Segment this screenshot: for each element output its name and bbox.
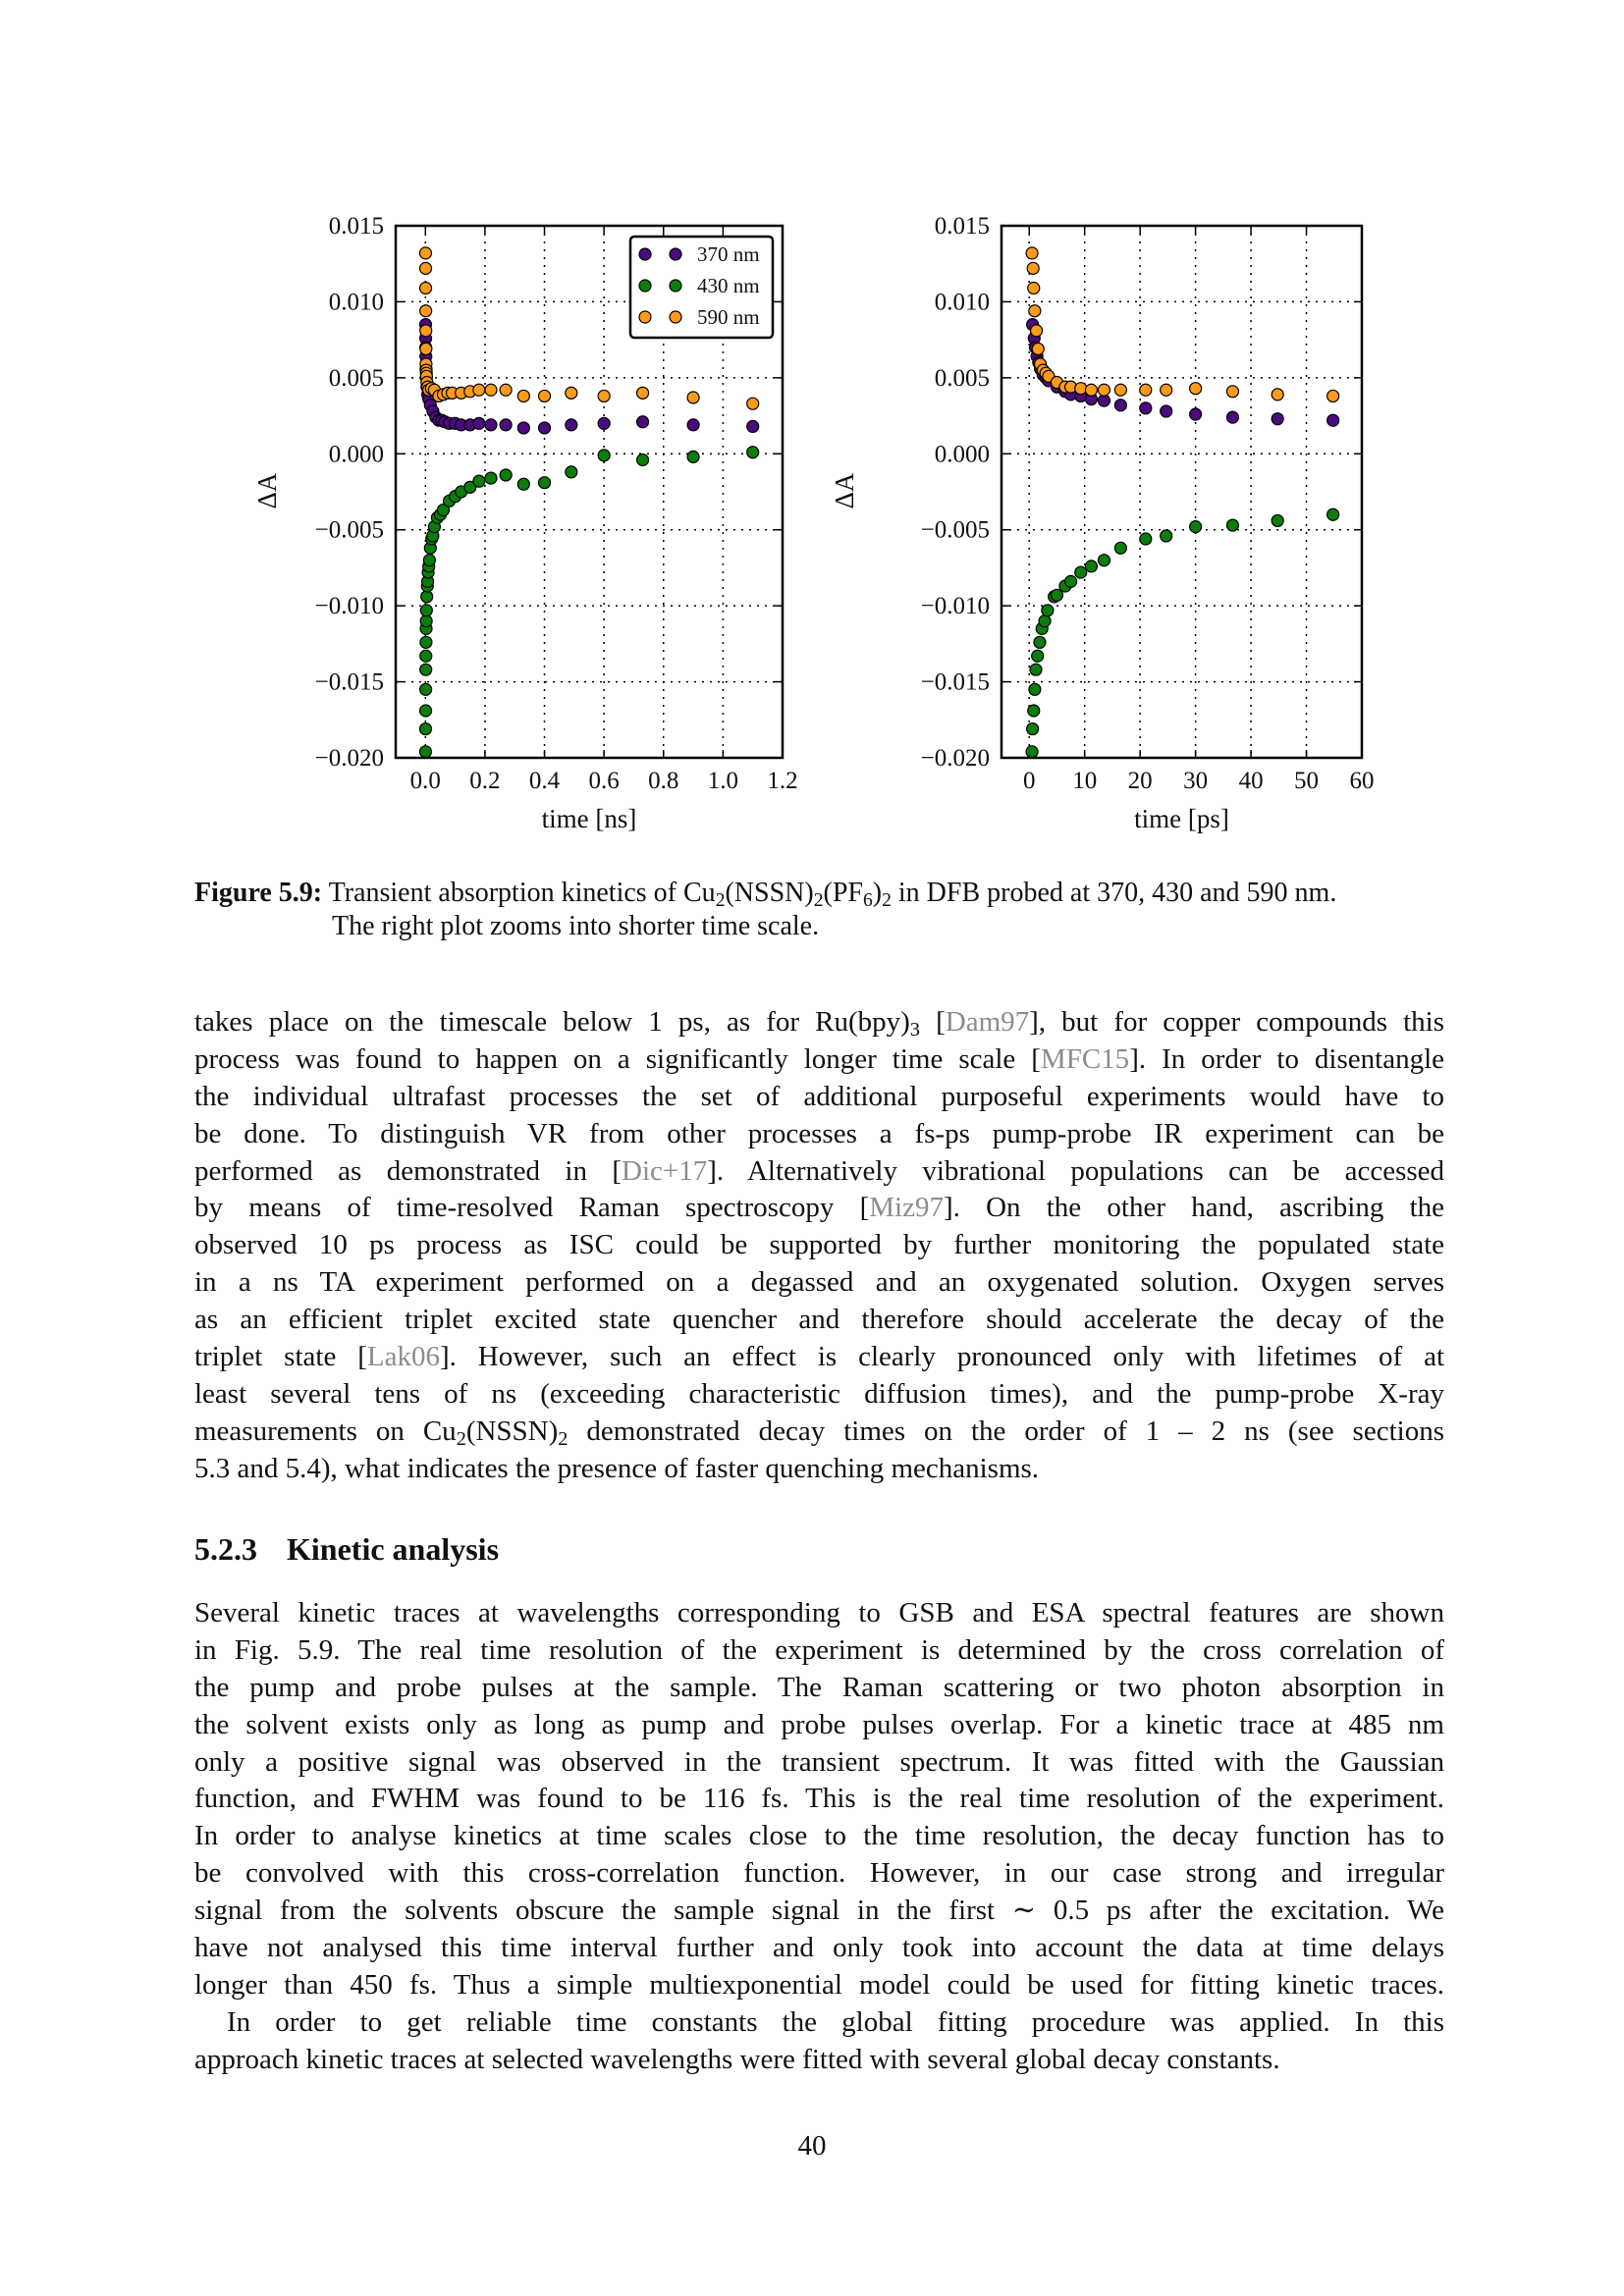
data-point-590-nm bbox=[1114, 384, 1126, 396]
data-point-430-nm bbox=[473, 475, 485, 487]
text-run: observed 10 ps process as ISC could be supported by further monitoring the populated state bbox=[194, 1229, 1444, 1261]
x-tick-label: 0 bbox=[1022, 768, 1036, 794]
text-run: 5.3 and 5.4), what indicates the presence of faster quenching mechanisms. bbox=[194, 1452, 1040, 1484]
text-line bbox=[194, 1153, 1444, 1191]
data-point-370-nm bbox=[517, 422, 529, 434]
data-point-370-nm bbox=[473, 417, 485, 429]
data-point-370-nm bbox=[485, 419, 497, 431]
data-point-370-nm bbox=[637, 416, 649, 428]
data-point-430-nm bbox=[1026, 746, 1038, 758]
caption-line-1 bbox=[194, 877, 1446, 910]
text-run: ]. Alternatively vibrational populations can be accessed bbox=[707, 1154, 1445, 1187]
data-point-430-nm bbox=[1075, 566, 1087, 578]
data-point-590-nm bbox=[1026, 247, 1038, 259]
text-run: performed as demonstrated in [ bbox=[194, 1154, 623, 1187]
text-line bbox=[194, 1855, 1444, 1893]
data-point-590-nm bbox=[1029, 305, 1041, 317]
data-point-590-nm bbox=[1161, 384, 1172, 396]
text-run: ]. In order to disentangle bbox=[1129, 1042, 1444, 1075]
text-run: the individual ultrafast processes the set of additional purposeful experiments would have to bbox=[194, 1080, 1444, 1112]
section-title: Kinetic analysis bbox=[287, 1531, 500, 1567]
y-tick-label: 0.015 bbox=[328, 213, 384, 240]
data-point-590-nm bbox=[500, 384, 512, 396]
section-number: 5.2.3 bbox=[194, 1531, 257, 1567]
y-axis-label: ΔA bbox=[252, 472, 282, 509]
text-line bbox=[194, 1967, 1444, 2004]
data-point-430-nm bbox=[1161, 530, 1172, 542]
subscript: 2 bbox=[456, 1427, 466, 1450]
data-point-430-nm bbox=[1034, 636, 1046, 648]
page-number: 40 bbox=[797, 2130, 827, 2162]
data-point-430-nm bbox=[420, 683, 432, 695]
legend-marker bbox=[670, 248, 681, 260]
data-point-430-nm bbox=[1051, 589, 1062, 601]
data-point-430-nm bbox=[1140, 533, 1152, 545]
data-point-370-nm bbox=[539, 422, 551, 434]
y-tick-label: −0.005 bbox=[920, 516, 990, 544]
data-point-430-nm bbox=[1039, 615, 1051, 627]
data-point-370-nm bbox=[1114, 400, 1126, 411]
text-run: In order to analyse kinetics at time scales close to the time resolution, the decay function has to bbox=[194, 1820, 1444, 1852]
text-run: as an efficient triplet excited state quencher and therefore should accelerate the decay of the bbox=[194, 1304, 1444, 1336]
text-run: signal from the solvents obscure the sample signal in the first ∼ 0.5 ps after the excitation. We bbox=[194, 1895, 1444, 1927]
citation-link[interactable]: Miz97 bbox=[869, 1192, 944, 1224]
data-point-430-nm bbox=[1085, 561, 1097, 572]
text-run: (PF bbox=[823, 878, 863, 908]
text-run: by means of time-resolved Raman spectroscopy [ bbox=[194, 1192, 870, 1224]
section-heading bbox=[194, 1531, 499, 1568]
data-point-590-nm bbox=[1027, 262, 1039, 274]
y-tick-label: −0.020 bbox=[920, 745, 990, 772]
x-tick-label: 0.8 bbox=[648, 768, 679, 794]
data-point-590-nm bbox=[420, 282, 432, 294]
text-line bbox=[194, 1632, 1444, 1670]
paragraph-2 bbox=[194, 1595, 1444, 2079]
data-point-370-nm bbox=[1190, 408, 1202, 420]
data-point-590-nm bbox=[637, 387, 649, 399]
text-line bbox=[194, 1376, 1444, 1414]
legend-marker bbox=[670, 311, 681, 323]
data-point-590-nm bbox=[473, 384, 485, 396]
data-point-430-nm bbox=[1327, 508, 1339, 520]
text-line bbox=[194, 1930, 1444, 1967]
subscript: 2 bbox=[558, 1427, 568, 1450]
text-line bbox=[194, 1595, 1444, 1632]
data-point-430-nm bbox=[500, 469, 512, 481]
data-point-590-nm bbox=[485, 384, 497, 396]
y-tick-label: −0.010 bbox=[314, 593, 384, 620]
data-point-590-nm bbox=[419, 247, 431, 259]
text-run: be convolved with this cross-correlation function. However, in our case strong and irregular bbox=[194, 1857, 1444, 1890]
text-run: measurements on Cu bbox=[194, 1415, 457, 1447]
text-run: In order to get reliable time constants the global fitting procedure was applied. In this bbox=[227, 2005, 1444, 2038]
citation-link[interactable]: Dam97 bbox=[945, 1006, 1030, 1038]
legend-label: 370 nm bbox=[697, 242, 760, 266]
x-tick-label: 40 bbox=[1238, 768, 1264, 794]
data-point-590-nm bbox=[1327, 390, 1339, 401]
x-tick-label: 1.0 bbox=[707, 768, 739, 794]
data-point-590-nm bbox=[747, 398, 759, 409]
text-run: Transient absorption kinetics of Cu bbox=[322, 878, 716, 908]
text-run: ) bbox=[872, 878, 883, 908]
data-point-430-nm bbox=[1190, 521, 1202, 533]
chart-ns bbox=[252, 213, 798, 833]
text-line bbox=[194, 1781, 1444, 1818]
x-tick-label: 0.6 bbox=[588, 768, 620, 794]
data-point-370-nm bbox=[500, 419, 512, 431]
data-point-430-nm bbox=[1114, 542, 1126, 554]
text-line bbox=[194, 1302, 1444, 1339]
legend-marker bbox=[670, 280, 681, 292]
y-tick-label: 0.010 bbox=[328, 289, 384, 316]
data-point-430-nm bbox=[566, 466, 577, 478]
text-run: the pump and probe pulses at the sample. The Raman scattering or two photon absorption in bbox=[194, 1671, 1444, 1703]
text-line bbox=[194, 1264, 1444, 1302]
data-point-370-nm bbox=[598, 417, 610, 429]
text-line bbox=[194, 1079, 1444, 1116]
data-point-430-nm bbox=[747, 447, 759, 458]
text-run: be done. To distinguish VR from other processes a fs-ps pump-probe IR experiment can be bbox=[194, 1117, 1444, 1149]
text-line bbox=[194, 1670, 1444, 1707]
text-run: in DFB probed at 370, 430 and 590 nm. bbox=[891, 878, 1337, 908]
y-tick-label: −0.015 bbox=[314, 668, 384, 696]
text-run: The right plot zooms into shorter time scale. bbox=[332, 911, 820, 941]
data-point-370-nm bbox=[1272, 413, 1283, 425]
data-point-370-nm bbox=[747, 420, 759, 432]
citation-link[interactable]: MFC15 bbox=[1040, 1042, 1130, 1075]
text-run: have not analysed this time interval further and only took into account the data at time delays bbox=[194, 1932, 1444, 1964]
data-point-430-nm bbox=[485, 472, 497, 484]
text-line bbox=[194, 1339, 1444, 1376]
data-point-370-nm bbox=[1098, 395, 1110, 406]
data-point-430-nm bbox=[598, 450, 610, 461]
data-point-590-nm bbox=[1190, 383, 1202, 395]
x-tick-label: 50 bbox=[1294, 768, 1320, 794]
text-run: [ bbox=[919, 1006, 946, 1038]
caption-label: Figure 5.9: bbox=[194, 878, 323, 908]
x-tick-label: 30 bbox=[1183, 768, 1209, 794]
data-point-370-nm bbox=[566, 419, 577, 431]
data-point-430-nm bbox=[1226, 519, 1238, 531]
y-tick-label: 0.015 bbox=[934, 213, 990, 240]
text-run: Several kinetic traces at wavelengths corresponding to GSB and ESA spectral features are shown bbox=[194, 1597, 1444, 1629]
paragraph-1 bbox=[194, 1004, 1444, 1488]
data-point-370-nm bbox=[1140, 402, 1152, 414]
data-point-430-nm bbox=[420, 650, 432, 662]
text-run: least several tens of ns (exceeding characteristic diffusion times), and the pump-probe X-ray bbox=[194, 1377, 1444, 1410]
figure-caption bbox=[194, 877, 1446, 943]
text-line bbox=[194, 1414, 1444, 1451]
data-point-430-nm bbox=[1029, 683, 1041, 695]
data-point-430-nm bbox=[423, 555, 435, 566]
data-point-590-nm bbox=[420, 325, 432, 337]
y-tick-label: −0.015 bbox=[920, 668, 990, 696]
data-point-590-nm bbox=[420, 305, 432, 317]
text-line bbox=[194, 1004, 1444, 1041]
x-tick-label: 10 bbox=[1072, 768, 1098, 794]
data-point-430-nm bbox=[1027, 723, 1039, 735]
data-point-370-nm bbox=[1327, 414, 1339, 426]
data-point-370-nm bbox=[687, 419, 699, 431]
text-run: triplet state [ bbox=[194, 1341, 367, 1373]
data-point-590-nm bbox=[1272, 389, 1283, 400]
text-run: (NSSN) bbox=[725, 878, 814, 908]
legend-label: 590 nm bbox=[697, 305, 760, 329]
x-tick-label: 0.0 bbox=[409, 768, 441, 794]
x-tick-label: 60 bbox=[1349, 768, 1375, 794]
data-point-590-nm bbox=[539, 390, 551, 401]
x-tick-label: 0.4 bbox=[528, 768, 561, 794]
text-run: only a positive signal was observed in the transient spectrum. It was fitted with the Gaussian bbox=[194, 1745, 1444, 1778]
data-point-590-nm bbox=[1075, 383, 1087, 395]
data-point-430-nm bbox=[1272, 514, 1283, 526]
citation-link[interactable]: Dic+17 bbox=[622, 1154, 708, 1187]
y-tick-label: 0.005 bbox=[328, 364, 384, 392]
figure-5-9 bbox=[0, 0, 1624, 864]
data-point-590-nm bbox=[420, 343, 432, 354]
text-run: takes place on the timescale below 1 ps, as for Ru(bpy) bbox=[194, 1006, 910, 1038]
text-run: in a ns TA experiment performed on a degassed and an oxygenated solution. Oxygen serves bbox=[194, 1266, 1444, 1299]
data-point-430-nm bbox=[419, 723, 431, 735]
legend bbox=[630, 237, 773, 338]
chart-ps bbox=[830, 213, 1375, 833]
data-point-590-nm bbox=[1085, 384, 1097, 396]
text-line bbox=[194, 1893, 1444, 1930]
text-run: approach kinetic traces at selected wavelengths were fitted with several global decay constants. bbox=[194, 2043, 1280, 2075]
text-run: ]. However, such an effect is clearly pronounced only with lifetimes of at bbox=[439, 1341, 1445, 1373]
plot-frame bbox=[1001, 226, 1362, 758]
x-tick-label: 0.2 bbox=[469, 768, 501, 794]
y-tick-label: −0.010 bbox=[920, 593, 990, 620]
y-axis-label: ΔA bbox=[830, 472, 859, 509]
data-point-590-nm bbox=[1032, 343, 1044, 354]
data-point-430-nm bbox=[539, 477, 551, 489]
y-tick-label: 0.005 bbox=[934, 364, 990, 392]
subscript: 2 bbox=[715, 889, 726, 911]
y-tick-label: 0.000 bbox=[328, 441, 384, 468]
legend-marker bbox=[639, 280, 651, 292]
text-run: ], but for copper compounds this bbox=[1029, 1006, 1444, 1038]
x-axis-label: time [ps] bbox=[1134, 804, 1229, 833]
text-run: (NSSN) bbox=[465, 1415, 559, 1447]
text-line bbox=[194, 1227, 1444, 1264]
y-tick-label: −0.020 bbox=[314, 745, 384, 772]
data-point-370-nm bbox=[1161, 405, 1172, 417]
data-point-590-nm bbox=[517, 390, 529, 401]
x-tick-label: 20 bbox=[1127, 768, 1153, 794]
text-line bbox=[194, 2004, 1444, 2042]
data-point-590-nm bbox=[1098, 384, 1110, 396]
data-point-590-nm bbox=[1226, 386, 1238, 398]
data-point-430-nm bbox=[1098, 555, 1110, 566]
data-point-430-nm bbox=[517, 478, 529, 490]
subscript: 2 bbox=[882, 889, 892, 911]
text-run: process was found to happen on a significantly longer time scale [ bbox=[194, 1042, 1041, 1075]
text-line bbox=[194, 1451, 1444, 1488]
legend-marker bbox=[639, 311, 651, 323]
data-point-590-nm bbox=[566, 387, 577, 399]
x-tick-label: 1.2 bbox=[767, 768, 798, 794]
data-point-430-nm bbox=[1032, 650, 1044, 662]
x-axis-label: time [ns] bbox=[541, 804, 637, 833]
data-point-430-nm bbox=[1065, 575, 1077, 587]
data-point-430-nm bbox=[420, 615, 432, 627]
text-line bbox=[194, 1041, 1444, 1079]
data-point-430-nm bbox=[1042, 605, 1054, 616]
text-run: function, and FWHM was found to be 116 fs. This is the real time resolution of the experiment. bbox=[194, 1783, 1444, 1815]
citation-link[interactable]: Lak06 bbox=[366, 1341, 440, 1373]
text-line bbox=[194, 1707, 1444, 1744]
data-point-430-nm bbox=[419, 746, 431, 758]
y-tick-label: 0.000 bbox=[934, 441, 990, 468]
data-point-370-nm bbox=[1226, 411, 1238, 423]
subscript: 2 bbox=[813, 889, 824, 911]
data-point-590-nm bbox=[420, 262, 432, 274]
text-line bbox=[194, 1116, 1444, 1153]
data-point-590-nm bbox=[1031, 325, 1043, 337]
y-tick-label: −0.005 bbox=[314, 516, 384, 544]
legend-marker bbox=[639, 248, 651, 260]
data-point-430-nm bbox=[421, 591, 433, 603]
text-run: in Fig. 5.9. The real time resolution of the experiment is determined by the cross correlation of bbox=[194, 1633, 1444, 1666]
data-point-590-nm bbox=[598, 390, 610, 401]
text-run: longer than 450 fs. Thus a simple multiexponential model could be used for fitting kinetic traces. bbox=[194, 1968, 1444, 2001]
data-point-590-nm bbox=[687, 392, 699, 403]
data-point-430-nm bbox=[420, 605, 432, 616]
legend-label: 430 nm bbox=[697, 274, 760, 297]
caption-text bbox=[322, 878, 1337, 911]
subscript: 3 bbox=[909, 1019, 920, 1041]
data-point-430-nm bbox=[1028, 705, 1040, 717]
caption-line-2 bbox=[194, 910, 1446, 943]
data-point-430-nm bbox=[687, 451, 699, 462]
text-run: demonstrated decay times on the order of 1 – 2 ns (see sections bbox=[568, 1415, 1444, 1447]
text-line bbox=[194, 1818, 1444, 1855]
text-line bbox=[194, 2042, 1444, 2079]
subscript: 6 bbox=[862, 889, 873, 911]
data-point-590-nm bbox=[1140, 384, 1152, 396]
y-tick-label: 0.010 bbox=[934, 289, 990, 316]
data-point-430-nm bbox=[1030, 664, 1042, 675]
text-run: the solvent exists only as long as pump and probe pulses overlap. For a kinetic trace at 485 nm bbox=[194, 1708, 1444, 1740]
text-run: ]. On the other hand, ascribing the bbox=[943, 1192, 1445, 1224]
data-point-590-nm bbox=[1028, 282, 1040, 294]
text-line bbox=[194, 1744, 1444, 1782]
data-point-430-nm bbox=[637, 454, 649, 465]
data-point-430-nm bbox=[420, 705, 432, 717]
data-point-430-nm bbox=[420, 636, 432, 648]
data-point-430-nm bbox=[420, 664, 432, 675]
text-line bbox=[194, 1190, 1444, 1227]
